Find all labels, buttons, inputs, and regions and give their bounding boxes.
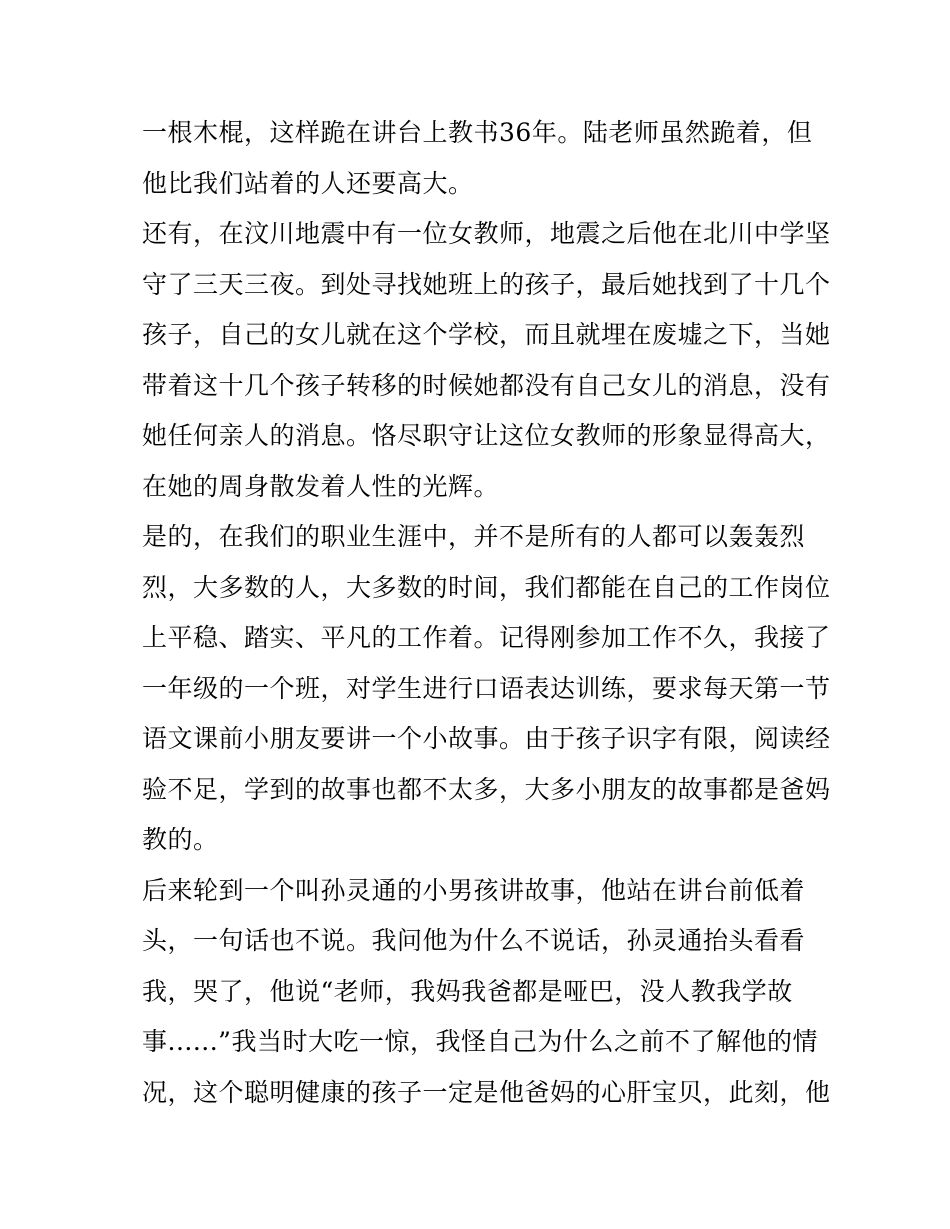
text-line: 带着这十几个孩子转移的时候她都没有自己女儿的消息，没有 <box>142 370 831 400</box>
text-line: 事......”我当时大吃一惊，我怪自己为什么之前不了解他的情 <box>142 1027 818 1056</box>
text-line: 在她的周身散发着人性的光辉。 <box>142 471 500 501</box>
text-line: 我，哭了，他说“老师，我妈我爸都是哑巴，没人教我学故 <box>142 976 793 1006</box>
text-line: 她任何亲人的消息。恪尽职守让这位女教师的形象显得高大， <box>142 421 831 450</box>
text-line: 烈，大多数的人，大多数的时间，我们都能在自己的工作岗位 <box>142 572 831 602</box>
text-line: 后来轮到一个叫孙灵通的小男孩讲故事，他站在讲台前低着 <box>142 875 806 905</box>
text-line: 孩子，自己的女儿就在这个学校，而且就埋在废墟之下，当她 <box>142 320 831 349</box>
text-line: 教的。 <box>142 825 219 854</box>
text-line: 语文课前小朋友要讲一个小故事。由于孩子识字有限，阅读经 <box>142 724 831 753</box>
text-line: 一年级的一个班，对学生进行口语表达训练，要求每天第一节 <box>142 673 831 703</box>
text-line: 还有，在汶川地震中有一位女教师，地震之后他在北川中学坚 <box>142 219 831 248</box>
text-line: 他比我们站着的人还要高大。 <box>142 168 474 198</box>
text-line: 上平稳、踏实、平凡的工作着。记得刚参加工作不久，我接了 <box>142 623 831 652</box>
text-line: 头，一句话也不说。我问他为什么不说话，孙灵通抬头看看 <box>142 926 806 955</box>
text-line: 是的，在我们的职业生涯中，并不是所有的人都可以轰轰烈 <box>142 522 806 551</box>
body-text <box>142 108 831 1118</box>
text-line: 守了三天三夜。到处寻找她班上的孩子，最后她找到了十几个 <box>142 269 831 299</box>
text-line: 一根木棍，这样跪在讲台上教书36年。陆老师虽然跪着，但 <box>142 118 813 147</box>
text-line: 验不足，学到的故事也都不太多，大多小朋友的故事都是爸妈 <box>142 774 831 804</box>
text-line: 况，这个聪明健康的孩子一定是他爸妈的心肝宝贝，此刻，他 <box>142 1077 831 1107</box>
